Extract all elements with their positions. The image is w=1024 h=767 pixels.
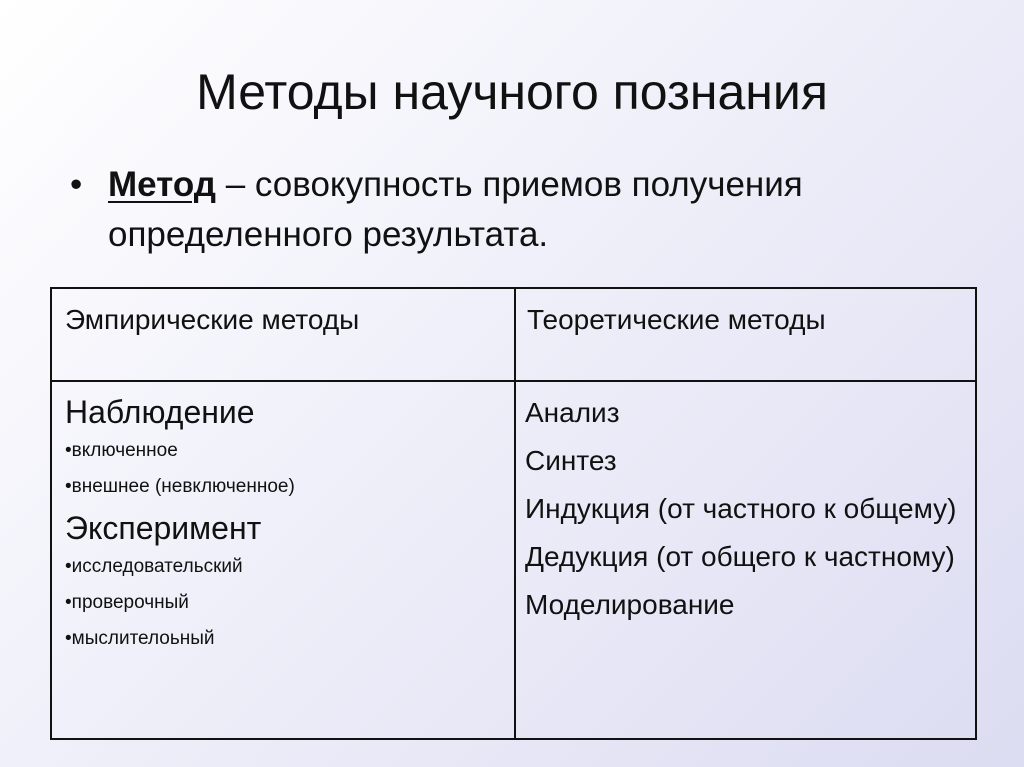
- empirical-group-experiment: [65, 507, 505, 657]
- definition-text: [108, 160, 968, 260]
- empirical-subitem: •исследовательский: [65, 556, 243, 577]
- empirical-group-title: Наблюдение: [65, 394, 255, 430]
- methods-table: [50, 287, 977, 740]
- empirical-subitem: •проверочный: [65, 592, 189, 613]
- empirical-subitem: •внешнее (невключенное): [65, 476, 295, 497]
- definition-term: Метод: [108, 165, 216, 204]
- definition-body: – совокупность приемов получения определенного результата.: [108, 165, 803, 254]
- header-divider: [52, 380, 975, 382]
- empirical-subitem: •мыслителоьный: [65, 628, 215, 649]
- empirical-group-observation: [65, 391, 505, 505]
- theoretical-cell: [525, 392, 965, 632]
- theoretical-item: Дедукция (от общего к частному): [525, 541, 955, 572]
- empirical-cell: [65, 391, 505, 657]
- column-divider: [514, 289, 516, 738]
- theoretical-item: Моделирование: [525, 589, 735, 620]
- header-theoretical: Теоретические методы: [527, 304, 826, 335]
- theoretical-item: Анализ: [525, 397, 620, 428]
- header-empirical: Эмпирические методы: [65, 304, 360, 335]
- bullet-icon: •: [70, 165, 83, 204]
- slide-title: Методы научного познания: [196, 64, 828, 120]
- theoretical-item: Синтез: [525, 445, 617, 476]
- empirical-subitem: •включенное: [65, 440, 178, 461]
- empirical-group-title: Эксперимент: [65, 510, 262, 546]
- theoretical-item: Индукция (от частного к общему): [525, 493, 957, 524]
